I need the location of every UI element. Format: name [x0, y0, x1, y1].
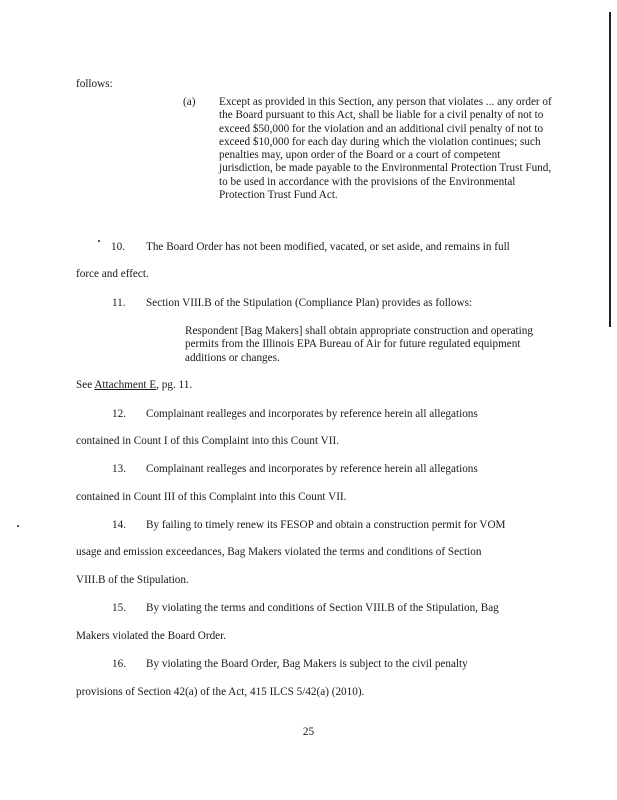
paragraph-line: Complainant realleges and incorporates by reference herein all allegations — [146, 408, 478, 420]
page-number: 25 — [302, 726, 315, 738]
paragraph-number: 13. — [112, 463, 126, 475]
paragraph-line: provisions of Section 42(a) of the Act, 415 ILCS 5/42(a) (2010). — [76, 686, 365, 698]
paragraph-line: usage and emission exceedances, Bag Makers violated the terms and conditions of Section — [76, 546, 482, 558]
scan-speck — [98, 240, 100, 242]
paragraph-number: 11. — [112, 297, 126, 309]
paragraph-line: force and effect. — [76, 268, 149, 280]
attachment-link[interactable]: Attachment E — [94, 379, 157, 391]
paragraph-line: contained in Count III of this Complaint into this Count VII. — [76, 491, 347, 503]
paragraph-number: 12. — [112, 408, 126, 420]
paragraph-number: 16. — [112, 658, 126, 670]
paragraph-line: The Board Order has not been modified, vacated, or set aside, and remains in full — [146, 241, 510, 253]
paragraph-number: 10. — [111, 241, 125, 253]
intro-text: follows: — [76, 78, 113, 90]
subsection-text: Except as provided in this Section, any person that violates ... any order of the Board pursuant to this Act, shall be liable for a civil penalty of not to exceed $50,000 for the violation and an additional civil penalty of not to exceed $10,000 for each day during which the violation continues; such penalties may, upon order of the Board or a court of competent jurisdiction, be made payable to the Environmental Protection Trust Fund, to be used in accordance with the provisions of the Environmental Protection Trust Fund Act. — [219, 96, 552, 202]
paragraph-line: Makers violated the Board Order. — [76, 630, 227, 642]
paragraph-line: By failing to timely renew its FESOP and obtain a construction permit for VOM — [146, 519, 506, 531]
paragraph-number: 15. — [112, 602, 126, 614]
paragraph-line: Complainant realleges and incorporates by reference herein all allegations — [146, 463, 478, 475]
paragraph-number: 14. — [112, 519, 126, 531]
attachment-reference — [76, 379, 192, 392]
paragraph-line: By violating the terms and conditions of Section VIII.B of the Stipulation, Bag — [146, 602, 499, 614]
subsection-label: (a) — [183, 96, 196, 108]
paragraph-line: contained in Count I of this Complaint into this Count VII. — [76, 435, 339, 447]
paragraph-line: Section VIII.B of the Stipulation (Compliance Plan) provides as follows: — [146, 297, 473, 309]
paragraph-line: VIII.B of the Stipulation. — [76, 574, 189, 586]
block-quote: Respondent [Bag Makers] shall obtain appropriate construction and operating permits from the Illinois EPA Bureau of Air for future regulated equipment additions or changes. — [185, 325, 533, 364]
see-prefix: See — [76, 379, 95, 391]
see-suffix: , pg. 11. — [156, 379, 193, 391]
paragraph-line: By violating the Board Order, Bag Makers is subject to the civil penalty — [146, 658, 468, 670]
scan-speck — [17, 525, 19, 527]
scan-edge-mark — [609, 200, 611, 207]
scan-edge-mark — [609, 224, 611, 231]
scan-edge-line — [609, 12, 611, 327]
